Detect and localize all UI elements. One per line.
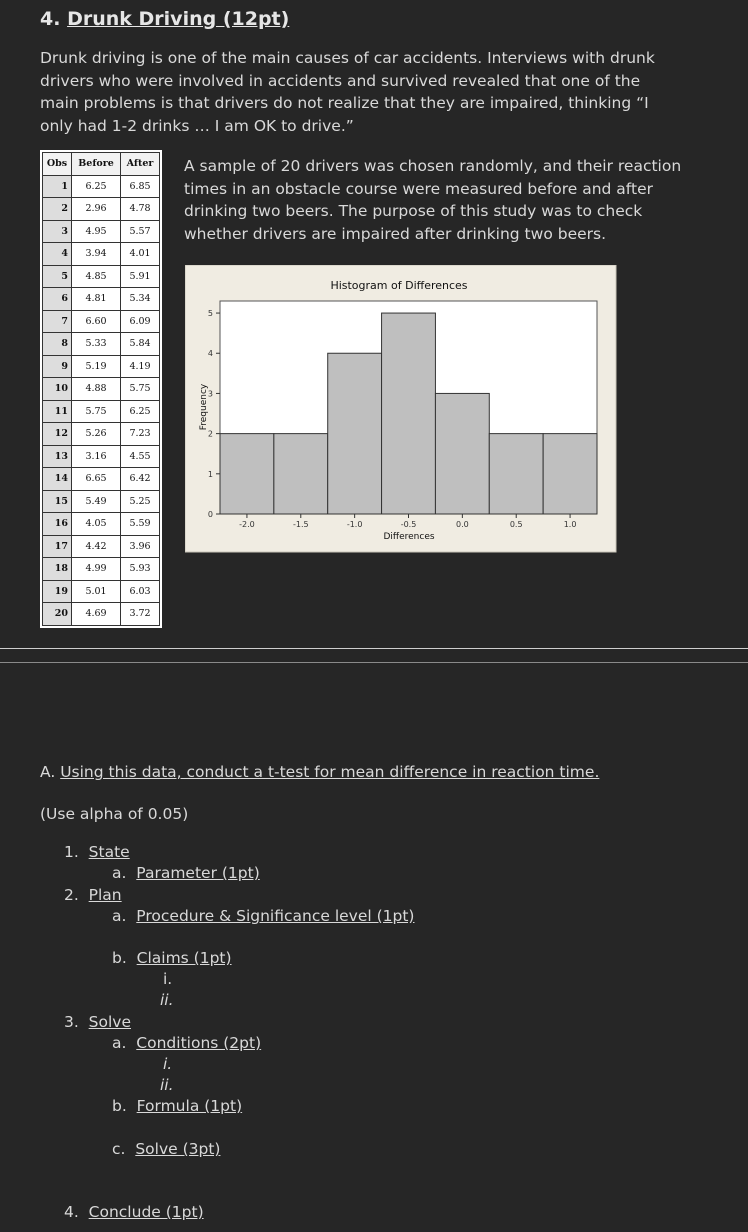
- cell-before: 6.60: [72, 310, 121, 333]
- cell-obs: 2: [43, 198, 72, 221]
- section-divider-bottom: [0, 662, 748, 663]
- substep-label: Claims (1pt): [136, 949, 232, 967]
- step-number: 4.: [64, 1203, 79, 1221]
- table-row: [43, 445, 160, 468]
- step-number: 2.: [64, 886, 79, 904]
- step-solve: [64, 1012, 131, 1032]
- table-row: [43, 220, 160, 243]
- y-tick-label: 5: [207, 309, 213, 319]
- y-tick-label: 3: [207, 389, 213, 399]
- part-a-instruction: Using this data, conduct a t-test for mean difference in reaction time.: [60, 763, 600, 781]
- table-row: [43, 513, 160, 536]
- cell-before: 5.49: [72, 490, 121, 513]
- histogram-bar: [328, 353, 382, 514]
- cell-before: 5.26: [72, 423, 121, 446]
- cell-before: 6.25: [72, 175, 121, 198]
- substep-label: Conditions (2pt): [136, 1034, 262, 1052]
- x-axis-label: Differences: [383, 532, 435, 542]
- cell-after: 6.85: [121, 175, 160, 198]
- substep-claims: [112, 948, 232, 968]
- table-row: [43, 198, 160, 221]
- cell-after: 7.23: [121, 423, 160, 446]
- cell-before: 4.88: [72, 378, 121, 401]
- cell-before: 5.75: [72, 400, 121, 423]
- step-label: Solve: [88, 1013, 131, 1031]
- step-plan: [64, 885, 122, 905]
- cell-after: 4.19: [121, 355, 160, 378]
- table-row: [43, 468, 160, 491]
- table-row: [43, 490, 160, 513]
- histogram-bar: [489, 434, 543, 514]
- table-row: [43, 558, 160, 581]
- header-obs: Obs: [43, 153, 72, 176]
- cell-before: 5.19: [72, 355, 121, 378]
- step-label: Plan: [88, 886, 122, 904]
- cell-after: 5.91: [121, 265, 160, 288]
- substep-label: Solve (3pt): [135, 1140, 221, 1158]
- cell-before: 4.95: [72, 220, 121, 243]
- histogram-bar: [382, 313, 436, 514]
- cell-obs: 7: [43, 310, 72, 333]
- problem-title: [40, 8, 289, 30]
- cell-obs: 5: [43, 265, 72, 288]
- cell-obs: 18: [43, 558, 72, 581]
- cell-before: 4.05: [72, 513, 121, 536]
- y-axis-label: Frequency: [199, 383, 209, 431]
- section-divider-top: [0, 648, 748, 649]
- claims-item-ii: ii.: [160, 991, 174, 1009]
- cell-before: 3.16: [72, 445, 121, 468]
- cell-after: 5.25: [121, 490, 160, 513]
- cell-obs: 4: [43, 243, 72, 266]
- cell-obs: 20: [43, 603, 72, 626]
- header-after: After: [121, 153, 160, 176]
- cell-obs: 11: [43, 400, 72, 423]
- x-tick-label: 1.0: [563, 520, 577, 529]
- substep-letter: a.: [112, 1034, 127, 1052]
- substep-label: Procedure & Significance level (1pt): [136, 907, 415, 925]
- histogram-bar: [220, 434, 274, 514]
- y-tick-label: 2: [207, 429, 213, 439]
- table-row: [43, 243, 160, 266]
- cell-after: 5.93: [121, 558, 160, 581]
- substep-formula: [112, 1096, 242, 1116]
- cell-before: 4.42: [72, 535, 121, 558]
- cell-obs: 9: [43, 355, 72, 378]
- cell-after: 5.84: [121, 333, 160, 356]
- cell-after: 4.55: [121, 445, 160, 468]
- cell-after: 5.75: [121, 378, 160, 401]
- x-tick-label: 0.0: [455, 520, 469, 529]
- cell-obs: 3: [43, 220, 72, 243]
- table-row: [43, 603, 160, 626]
- table-row: [43, 580, 160, 603]
- cell-before: 2.96: [72, 198, 121, 221]
- y-tick-label: 0: [207, 510, 213, 519]
- histogram-bar: [435, 393, 489, 514]
- table-row: [43, 265, 160, 288]
- table-row: [43, 423, 160, 446]
- cell-before: 5.01: [72, 580, 121, 603]
- alpha-note: (Use alpha of 0.05): [40, 805, 189, 823]
- histogram-chart: [185, 265, 617, 553]
- cell-after: 5.34: [121, 288, 160, 311]
- table-row: [43, 333, 160, 356]
- cell-obs: 6: [43, 288, 72, 311]
- cell-obs: 1: [43, 175, 72, 198]
- cell-after: 4.78: [121, 198, 160, 221]
- cell-before: 4.85: [72, 265, 121, 288]
- intro-paragraph: Drunk driving is one of the main causes of car accidents. Interviews with drunk drivers who were involved in accidents and survived revealed that one of the main problems is that drivers do not realize that they are impaired, thinking “I only had 1-2 drinks … I am OK to drive.”: [40, 49, 655, 135]
- substep-conditions: [112, 1033, 261, 1053]
- table-row: [43, 288, 160, 311]
- cell-after: 6.25: [121, 400, 160, 423]
- table-row: [43, 535, 160, 558]
- claims-item-i: i.: [163, 970, 173, 988]
- cell-obs: 17: [43, 535, 72, 558]
- substep-letter: a.: [112, 907, 127, 925]
- substep-solve: [112, 1139, 220, 1159]
- histogram-bar: [274, 434, 328, 514]
- cell-before: 6.65: [72, 468, 121, 491]
- data-table-container: [40, 150, 162, 628]
- part-a-heading: [40, 762, 599, 782]
- x-tick-label: 0.5: [509, 520, 523, 529]
- cell-after: 4.01: [121, 243, 160, 266]
- cell-obs: 8: [43, 333, 72, 356]
- y-tick-label: 4: [207, 349, 213, 359]
- conditions-item-i: i.: [163, 1055, 173, 1073]
- substep-procedure: [112, 906, 414, 926]
- cell-before: 4.99: [72, 558, 121, 581]
- cell-after: 6.09: [121, 310, 160, 333]
- sample-description: A sample of 20 drivers was chosen randomly, and their reaction times in an obstacle course were measured before and after drinking two beers. The purpose of this study was to check whether drivers are impaired after drinking two beers.: [184, 157, 682, 243]
- cell-after: 6.42: [121, 468, 160, 491]
- substep-letter: b.: [112, 1097, 127, 1115]
- substep-label: Parameter (1pt): [136, 864, 260, 882]
- x-tick-label: -1.5: [292, 520, 309, 529]
- table-row: [43, 378, 160, 401]
- cell-obs: 15: [43, 490, 72, 513]
- cell-before: 5.33: [72, 333, 121, 356]
- x-tick-label: -2.0: [239, 520, 255, 529]
- substep-letter: c.: [112, 1140, 126, 1158]
- step-label: Conclude (1pt): [88, 1203, 204, 1221]
- cell-obs: 13: [43, 445, 72, 468]
- cell-before: 4.69: [72, 603, 121, 626]
- cell-after: 3.96: [121, 535, 160, 558]
- x-tick-label: -1.0: [346, 520, 363, 529]
- conditions-item-ii: ii.: [160, 1076, 174, 1094]
- cell-after: 3.72: [121, 603, 160, 626]
- substep-letter: b.: [112, 949, 127, 967]
- part-a-label: A.: [40, 763, 56, 781]
- table-header-row: [43, 153, 160, 176]
- cell-after: 6.03: [121, 580, 160, 603]
- problem-title-text: Drunk Driving (12pt): [67, 8, 290, 30]
- cell-before: 4.81: [72, 288, 121, 311]
- substep-parameter: [112, 863, 260, 883]
- step-conclude: [64, 1202, 204, 1222]
- step-number: 3.: [64, 1013, 79, 1031]
- cell-obs: 14: [43, 468, 72, 491]
- cell-after: 5.59: [121, 513, 160, 536]
- histogram-bar: [543, 434, 597, 514]
- table-row: [43, 175, 160, 198]
- table-row: [43, 400, 160, 423]
- step-label: State: [88, 843, 130, 861]
- step-number: 1.: [64, 843, 79, 861]
- cell-obs: 12: [43, 423, 72, 446]
- table-row: [43, 355, 160, 378]
- cell-before: 3.94: [72, 243, 121, 266]
- header-before: Before: [72, 153, 121, 176]
- cell-obs: 16: [43, 513, 72, 536]
- cell-obs: 10: [43, 378, 72, 401]
- x-tick-label: -0.5: [400, 520, 417, 529]
- substep-label: Formula (1pt): [136, 1097, 243, 1115]
- table-row: [43, 310, 160, 333]
- problem-number: 4.: [40, 8, 61, 30]
- data-table: [42, 152, 160, 626]
- y-tick-label: 1: [207, 469, 213, 479]
- step-state: [64, 842, 130, 862]
- chart-title: Histogram of Differences: [330, 279, 468, 292]
- cell-obs: 19: [43, 580, 72, 603]
- cell-after: 5.57: [121, 220, 160, 243]
- substep-letter: a.: [112, 864, 127, 882]
